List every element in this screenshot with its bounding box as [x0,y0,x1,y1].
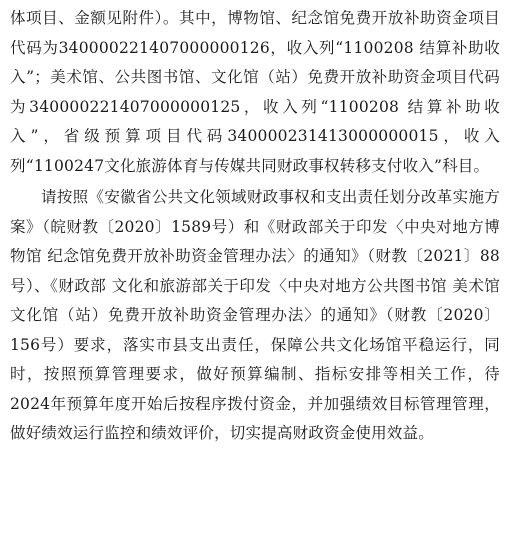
paragraph-funding-codes: 体项目、金额见附件）。其中，博物馆、纪念馆免费开放补助资金项目代码为340000221407000000126，收入列“1100208 结算补助收入”；美术馆、公共图书馆、文化馆（站）免费开放补助资金项目代码为340000221407000000125，收入列“1100208 结算补助收入”，省级预算项目代码340000231413000000015，收入列“1100247文化旅游体育与传媒共同财政事权转移支付收入”科目。 [10,9,500,175]
paragraph-requirements: 请按照《安徽省公共文化领域财政事权和支出责任划分改革实施方案》（皖财教〔2020〕1589号）和《财政部关于印发〈中央对地方博物馆 纪念馆免费开放补助资金管理办法〉的通知》（财教〔2021〕88号）、《财政部 文化和旅游部关于印发〈中央对地方公共图书馆 美术馆 文化馆（站）免费开放补助资金管理办法〉的通知》（财教〔2020〕156号）要求，落实市县支出责任，保障公共文化场馆平稳运行，同时，按照预算管理要求，做好预算编制、指标安排等相关工作，待2024年预算年度开始后按程序拨付资金，并加强绩效目标管理管理，做好绩效运行监控和绩效评价，切实提高财政资金使用效益。 [10,188,500,442]
